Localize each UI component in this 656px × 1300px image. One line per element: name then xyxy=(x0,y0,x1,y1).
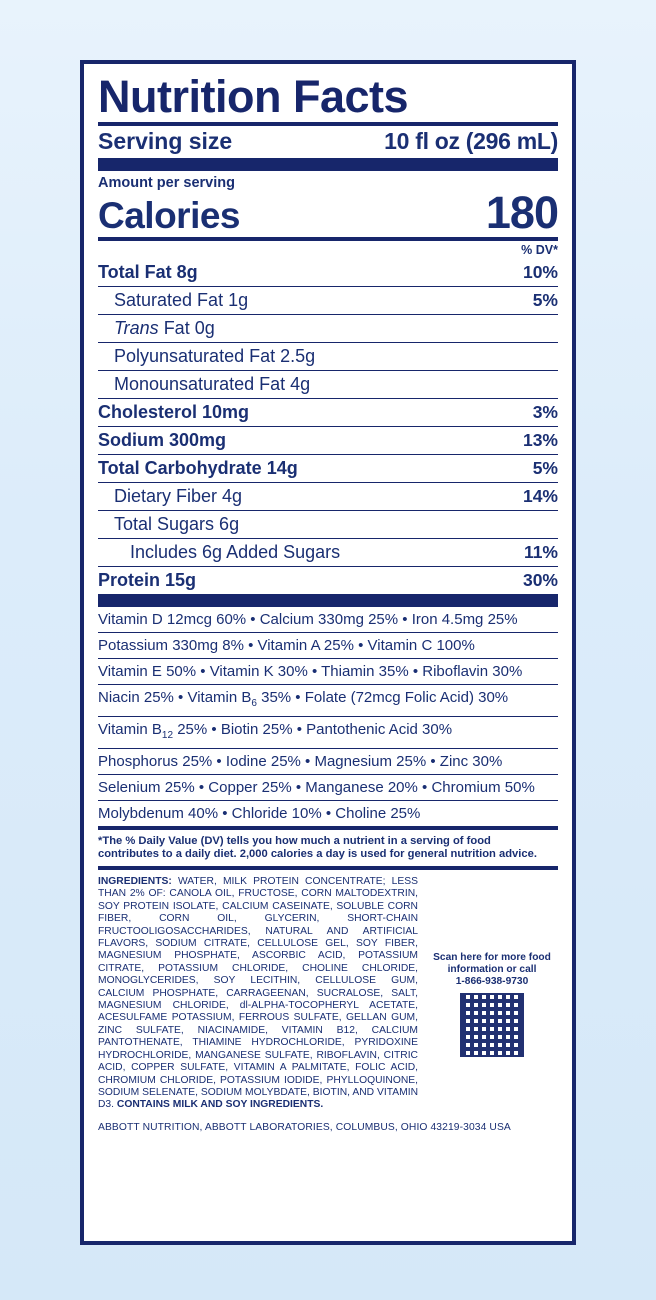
scan-instructions xyxy=(426,952,558,988)
table-row xyxy=(98,567,558,594)
serving-size-label: Serving size xyxy=(98,128,233,154)
ingredients-heading: INGREDIENTS: xyxy=(98,876,172,887)
page-title: Nutrition Facts xyxy=(98,71,409,122)
table-row xyxy=(98,399,558,427)
table-row xyxy=(98,455,558,483)
nutrient-dv: 10% xyxy=(522,262,558,282)
serving-size-value: 10 fl oz (296 mL) xyxy=(384,128,558,154)
nutrient-dv: 5% xyxy=(532,290,558,310)
scan-info-block xyxy=(426,876,558,1112)
divider-thick-bottom xyxy=(98,594,558,607)
ingredients-section xyxy=(98,870,558,1112)
nutrient-name: Total Carbohydrate 14g xyxy=(98,458,298,478)
table-row xyxy=(98,483,558,511)
list-item: Potassium 330mg 8% • Vitamin A 25% • Vitamin C 100% xyxy=(98,633,558,659)
calories-row xyxy=(98,187,558,238)
nutrient-dv: 3% xyxy=(532,402,558,422)
nutrient-name: Dietary Fiber 4g xyxy=(114,486,243,506)
manufacturer-address: ABBOTT NUTRITION, ABBOTT LABORATORIES, COLUMBUS, OHIO 43219-3034 USA xyxy=(98,1121,511,1133)
table-row xyxy=(98,539,558,567)
footnote-line-1: *The % Daily Value (DV) tells you how much a nutrient in a serving of food xyxy=(98,835,491,847)
nutrient-name: Monounsaturated Fat 4g xyxy=(114,374,311,394)
scan-line-2: information or call xyxy=(447,964,537,975)
ingredients-body: WATER, MILK PROTEIN CONCENTRATE; LESS THAN 2% OF: CANOLA OIL, FRUCTOSE, CORN MALTODEXTRIN, SOY PROTEIN ISOLATE, CALCIUM CASEINATE, SOLUBLE CORN FIBER, CORN OIL, GLYCERIN, SHORT-CHAIN FRUCTOOLIGOSACCHARIDES, NATURAL AND ARTIFICIAL FLAVORS, SODIUM CITRATE, CELLULOSE GEL, SOY FIBER, MAGNESIUM PHOSPHATE, ASCORBIC ACID, POTASSIUM CITRATE, POTASSIUM CHLORIDE, CHOLINE CHLORIDE, MONOGLYCERIDES, SOY LECITHIN, CELLULOSE GUM, CALCIUM PHOSPHATE, CARRAGEENAN, SUCRALOSE, SALT, MAGNESIUM CHLORIDE, dl-ALPHA-TOCOPHERYL ACETATE, ACESULFAME POTASSIUM, FERROUS SULFATE, GELLAN GUM, ZINC SULFATE, NIACINAMIDE, VITAMIN B12, CALCIUM PANTOTHENATE, THIAMINE HYDROCHLORIDE, PYRIDOXINE HYDROCHLORIDE, MANGANESE SULFATE, RIBOFLAVIN, CITRIC ACID, COPPER SULFATE, VITAMIN A PALMITATE, FOLIC ACID, CHROMIUM CHLORIDE, POTASSIUM IODIDE, PHYLLOQUINONE, SODIUM SELENATE, SODIUM MOLYBDATE, BIOTIN, AND VITAMIN D3. xyxy=(98,876,418,1111)
nutrient-name: Cholesterol 10mg xyxy=(98,402,250,422)
footnote-line-2: contributes to a daily diet. 2,000 calories a day is used for general nutrition advice. xyxy=(98,848,537,860)
list-item: Vitamin $B_{12}$ 25% • Biotin 25% • Pantothenic Acid 30% xyxy=(98,717,558,749)
nutrient-name: Total Sugars 6g xyxy=(114,514,240,534)
nutrient-dv: 11% xyxy=(523,542,558,562)
nutrient-list xyxy=(98,259,558,594)
nutrient-dv: 5% xyxy=(532,458,558,478)
table-row: Trans Fat 0g xyxy=(98,315,558,343)
nutrient-name: Polyunsaturated Fat 2.5g xyxy=(114,346,316,366)
list-item: Molybdenum 40% • Chloride 10% • Choline 25% xyxy=(98,805,421,822)
nutrient-name: Protein 15g xyxy=(98,570,197,590)
scan-line-1: Scan here for more food xyxy=(433,952,551,963)
vitamin-list xyxy=(98,607,558,826)
daily-value-header: % DV* xyxy=(521,243,558,257)
list-item: Niacin 25% • Vitamin $B_6$ 35% • Folate (72mcg Folic Acid) 30% xyxy=(98,685,558,717)
table-row xyxy=(98,427,558,455)
table-row xyxy=(98,511,558,539)
table-row xyxy=(98,287,558,315)
table-row xyxy=(98,343,558,371)
nutrition-facts-panel xyxy=(80,60,576,1245)
allergen-statement: CONTAINS MILK AND SOY INGREDIENTS. xyxy=(116,1099,324,1111)
scan-phone-number: 1-866-938-9730 xyxy=(455,976,529,987)
divider-thick-top xyxy=(98,158,558,171)
list-item: Vitamin D 12mcg 60% • Calcium 330mg 25% • Iron 4.5mg 25% xyxy=(98,607,558,633)
qr-code-icon[interactable] xyxy=(460,993,524,1057)
nutrient-name: Total Fat 8g xyxy=(98,262,198,282)
nutrient-dv: 14% xyxy=(522,486,558,506)
nutrient-dv: 13% xyxy=(522,430,558,450)
amount-per-serving-label: Amount per serving xyxy=(98,175,235,191)
ingredients-text xyxy=(98,876,418,1112)
table-row xyxy=(98,259,558,287)
nutrient-name: Saturated Fat 1g xyxy=(114,290,249,310)
serving-size-row xyxy=(98,126,558,158)
list-item: Phosphorus 25% • Iodine 25% • Magnesium 25% • Zinc 30% xyxy=(98,749,558,775)
calories-label: Calories xyxy=(98,195,241,236)
daily-value-footnote xyxy=(98,830,558,866)
nutrient-dv: 30% xyxy=(522,570,558,590)
calories-value: 180 xyxy=(485,187,558,238)
table-row xyxy=(98,371,558,399)
list-item: Selenium 25% • Copper 25% • Manganese 20% • Chromium 50% xyxy=(98,775,558,801)
nutrient-name: Includes 6g Added Sugars xyxy=(130,542,341,562)
nutrient-name: Sodium 300mg xyxy=(98,430,227,450)
list-item: Vitamin E 50% • Vitamin K 30% • Thiamin 35% • Riboflavin 30% xyxy=(98,659,558,685)
